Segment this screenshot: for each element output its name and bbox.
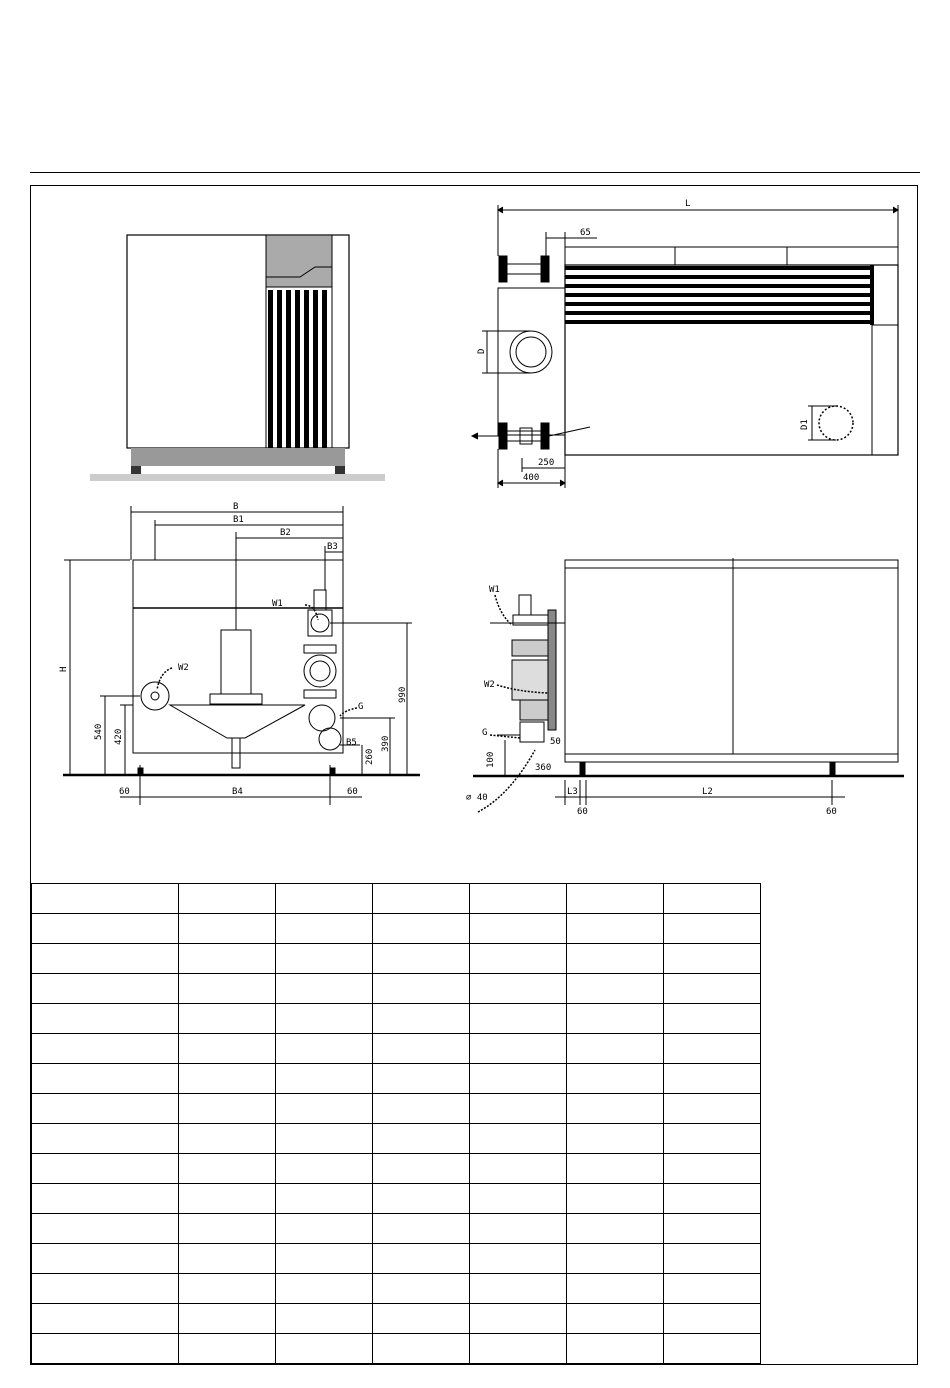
label-D1: D1 [800,419,810,430]
table-cell [664,1274,761,1304]
table-cell [567,914,664,944]
table-cell [664,1244,761,1274]
top-view [472,205,898,488]
label-W1-side: W1 [272,599,283,609]
table-row [32,1124,761,1154]
table-cell [32,1094,179,1124]
table-cell [373,944,470,974]
table-cell [470,974,567,1004]
label-W1-elev: W1 [489,585,500,595]
label-dia40: ∅ 40 [466,793,488,803]
table-cell [470,944,567,974]
label-L3: L3 [567,787,578,797]
table-cell [470,1244,567,1274]
label-B5: B5 [346,738,357,748]
label-H: H [59,666,69,672]
table-cell [276,1154,373,1184]
table-cell [32,1274,179,1304]
label-65: 65 [580,228,591,238]
table-cell [276,1304,373,1334]
table-cell [179,1154,276,1184]
table-cell [373,1304,470,1334]
table-cell [179,1274,276,1304]
table-cell [32,1184,179,1214]
table-row [32,914,761,944]
table-cell [664,1304,761,1334]
table-cell [276,1244,373,1274]
label-50: 50 [550,737,561,747]
label-60-l3: 60 [577,807,588,817]
table-cell [179,884,276,914]
table-cell [664,1154,761,1184]
table-cell [276,1004,373,1034]
table-cell [470,1304,567,1334]
label-60-l2: 60 [826,807,837,817]
table-cell [664,914,761,944]
table-cell [373,1004,470,1034]
table-cell [373,1154,470,1184]
table-cell [567,1334,664,1364]
table-cell [373,914,470,944]
label-390: 390 [381,735,391,752]
table-cell [373,1034,470,1064]
table-cell [664,884,761,914]
table-cell [179,944,276,974]
table-cell [470,884,567,914]
table-cell [567,1034,664,1064]
label-540: 540 [94,723,104,740]
table-cell [179,1094,276,1124]
table-row [32,1304,761,1334]
table-cell [373,1334,470,1364]
table-cell [567,944,664,974]
table-cell [179,1214,276,1244]
table-cell [567,1004,664,1034]
table-cell [664,1124,761,1154]
table-cell [276,914,373,944]
table-cell [32,1244,179,1274]
label-260: 260 [365,748,375,765]
table-cell [32,1304,179,1334]
table-cell [276,974,373,1004]
table-row [32,1274,761,1304]
table-cell [276,1184,373,1214]
table-cell [179,1004,276,1034]
front-view [90,235,385,481]
table-cell [32,1034,179,1064]
table-cell [664,974,761,1004]
table-cell [664,1094,761,1124]
table-row [32,884,761,914]
table-cell [373,1094,470,1124]
table-cell [470,1064,567,1094]
table-cell [276,1064,373,1094]
label-100: 100 [486,751,496,768]
label-400: 400 [523,473,540,483]
dimensions-table [31,883,761,1364]
table-cell [567,974,664,1004]
label-60-left: 60 [119,787,130,797]
label-250: 250 [538,458,555,468]
table-cell [179,1334,276,1364]
label-W2-side: W2 [178,663,189,673]
table-cell [470,1184,567,1214]
table-cell [373,884,470,914]
table-cell [32,1124,179,1154]
table-row [32,1154,761,1184]
table-cell [32,1334,179,1364]
table-cell [470,1154,567,1184]
table-cell [567,884,664,914]
table-row [32,1214,761,1244]
table-row [32,1064,761,1094]
table-cell [373,1124,470,1154]
label-G-elev: G [482,728,488,738]
label-B4: B4 [232,787,243,797]
table-row [32,1004,761,1034]
table-cell [664,944,761,974]
label-W2-elev: W2 [484,680,495,690]
label-360: 360 [535,763,552,773]
table-row [32,944,761,974]
label-B3: B3 [327,542,338,552]
label-B: B [233,502,239,512]
table-cell [373,1214,470,1244]
table-cell [179,1244,276,1274]
label-B1: B1 [233,515,244,525]
label-B2: B2 [280,528,291,538]
table-cell [567,1214,664,1244]
table-cell [179,1124,276,1154]
table-cell [567,1274,664,1304]
table-cell [567,1154,664,1184]
table-row [32,1034,761,1064]
table-cell [373,1244,470,1274]
label-60-right: 60 [347,787,358,797]
table-cell [373,1064,470,1094]
table-cell [32,1004,179,1034]
table-cell [276,1124,373,1154]
table-cell [179,974,276,1004]
label-G-side: G [358,702,364,712]
table-cell [179,1184,276,1214]
table-cell [276,1274,373,1304]
table-cell [470,1334,567,1364]
table-cell [32,944,179,974]
dimension-labels [59,199,837,817]
table-cell [276,1034,373,1064]
table-cell [567,1094,664,1124]
table-cell [664,1184,761,1214]
label-L: L [685,199,691,209]
table-row [32,1184,761,1214]
table-cell [567,1184,664,1214]
table-cell [276,1214,373,1244]
table-cell [179,1034,276,1064]
table-cell [179,1064,276,1094]
table-cell [470,1214,567,1244]
label-420: 420 [114,728,124,745]
table-cell [276,944,373,974]
table-cell [276,1094,373,1124]
table-cell [567,1124,664,1154]
table-cell [567,1244,664,1274]
table-cell [664,1214,761,1244]
label-990: 990 [398,686,408,703]
table-row [32,1334,761,1364]
table-cell [373,1274,470,1304]
table-cell [470,1004,567,1034]
table-cell [276,884,373,914]
label-D: D [477,348,487,354]
table-cell [470,1094,567,1124]
table-cell [664,1034,761,1064]
table-cell [470,914,567,944]
table-cell [179,1304,276,1334]
table-cell [664,1334,761,1364]
table-cell [373,1184,470,1214]
table-cell [470,1274,567,1304]
table-cell [567,1304,664,1334]
table-row [32,1244,761,1274]
table-cell [664,1004,761,1034]
label-L2: L2 [702,787,713,797]
table-cell [664,1064,761,1094]
table-cell [32,884,179,914]
table-cell [470,1124,567,1154]
table-cell [470,1034,567,1064]
table-row [32,1094,761,1124]
table-row [32,974,761,1004]
table-cell [373,974,470,1004]
table-cell [32,1214,179,1244]
table-cell [567,1064,664,1094]
table-cell [32,1064,179,1094]
table-cell [179,914,276,944]
table-cell [32,974,179,1004]
table-cell [32,1154,179,1184]
table-cell [276,1334,373,1364]
table-cell [32,914,179,944]
